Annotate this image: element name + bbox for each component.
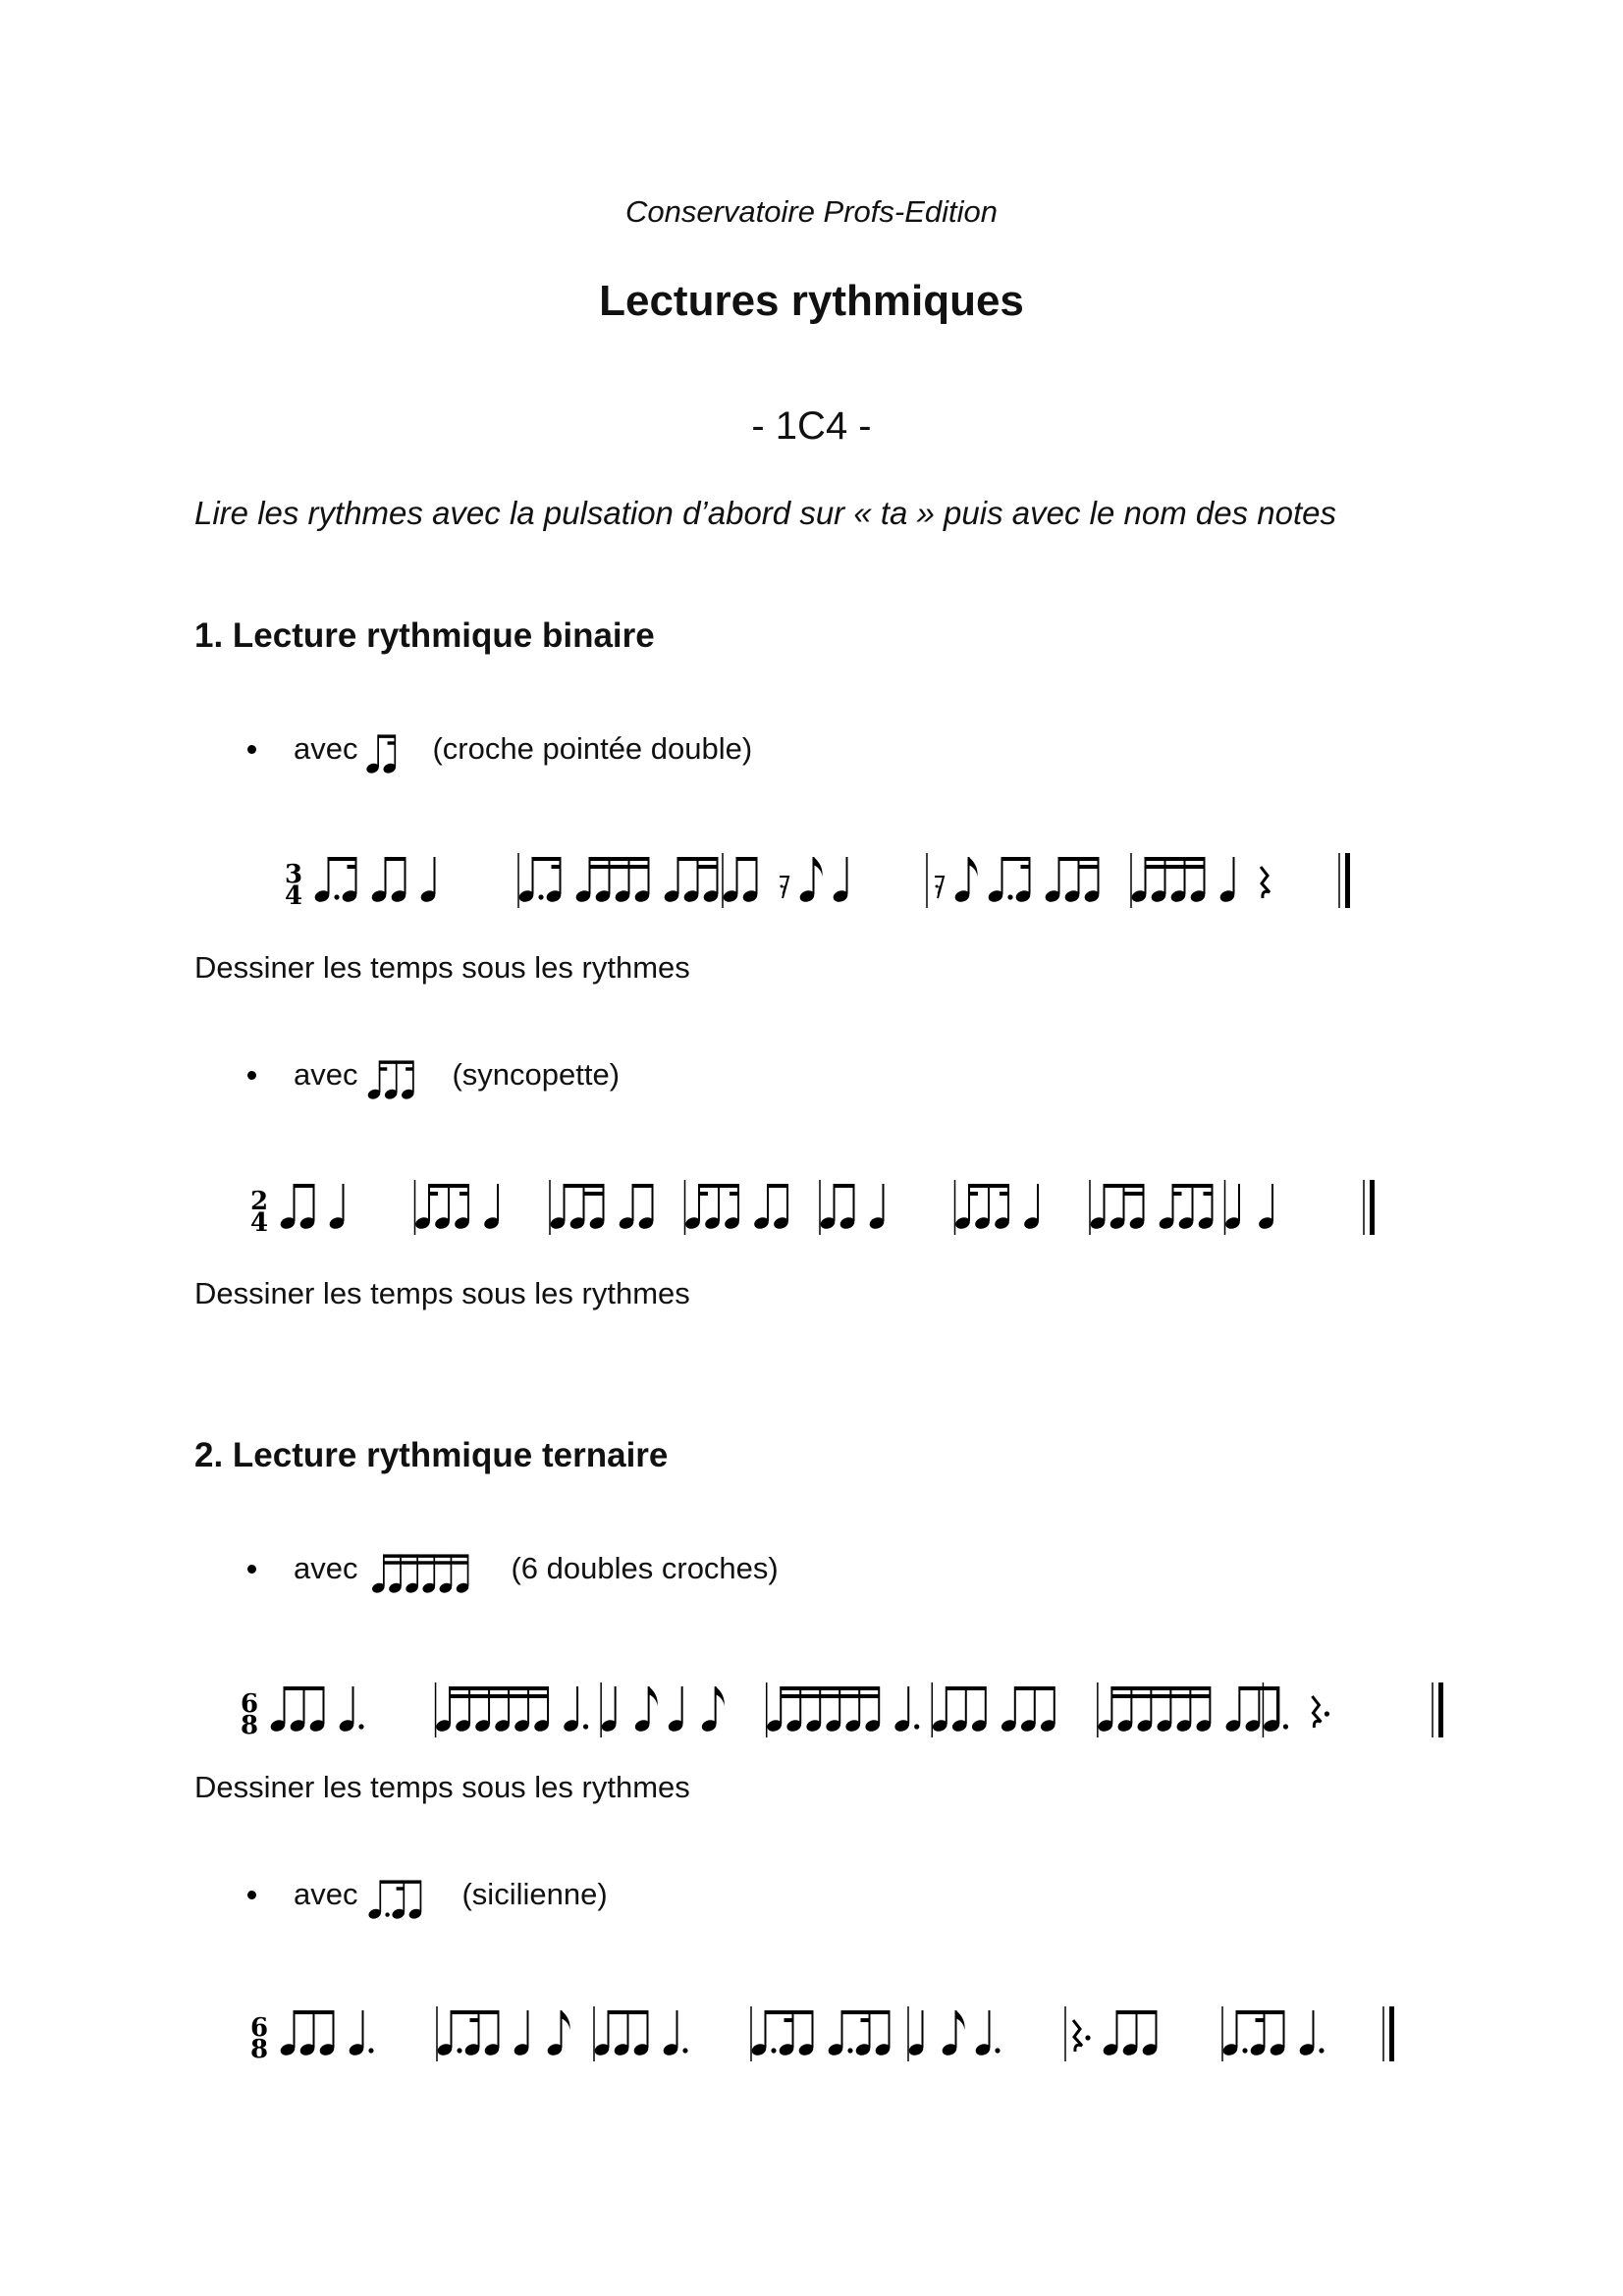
measure [279,1184,346,1231]
measure [1097,1686,1281,1734]
time-signature-denominator: 4 [250,1208,269,1238]
measure [600,1686,725,1734]
avec-label: avec [294,1877,358,1911]
bullet-icon [247,745,256,754]
rhythm-line-3 [241,1669,1448,1747]
bullet-sicilienne [247,1865,608,1924]
pattern-description: (croche pointée double) [432,731,753,766]
measure [1130,857,1270,904]
section-heading-binaire: 1. Lecture rythmique binaire [194,616,655,655]
avec-label: avec [294,731,358,766]
measure [1089,1184,1215,1231]
measure [435,1686,589,1734]
measure [279,2010,374,2057]
measure [935,857,1101,905]
measure [766,1686,920,1734]
pattern-description: (sicilienne) [461,1877,608,1911]
measure [1224,1184,1275,1231]
measure [593,2010,688,2057]
time-signature-denominator: 4 [285,881,303,911]
measure [1073,2010,1159,2057]
measure [931,1686,1056,1734]
measure [313,857,437,904]
avec-label: avec [294,1057,358,1092]
pattern-icon-sicilienne [363,1865,454,1924]
rhythm-line-2 [250,1166,1380,1245]
final-barline-thick [1370,1180,1375,1235]
pattern-notes [365,734,397,774]
time-signature-numerator: 6 [241,1689,259,1719]
instruction-text: Lire les rythmes avec la pulsation d’abord sur « ta » puis avec le nom des notes [194,495,1336,531]
section-heading-ternaire: 2. Lecture rythmique ternaire [194,1436,669,1474]
measure [722,857,849,905]
pattern-description: (syncopette) [452,1057,621,1092]
bullet-icon [247,1565,256,1574]
bullet-syncopette [247,1045,620,1104]
svg-text:𝄾: 𝄾 [935,876,942,905]
time-signature-numerator: 3 [285,860,303,889]
pattern-notes [368,1880,423,1920]
time-signature [250,1187,268,1238]
pattern-icon-syncopette [363,1045,444,1104]
bullet-icon [247,1891,256,1899]
document-code: - 1C4 - [751,404,872,448]
time-signature-denominator: 8 [250,2035,269,2064]
time-signature [250,2013,268,2064]
final-barline-thick [1389,2006,1394,2061]
measure [414,1184,501,1231]
svg-text:𝄾: 𝄾 [780,876,786,905]
time-signature [285,860,302,911]
header-text: Conservatoire Profs-Edition [624,194,999,229]
rhythm-line-4 [250,1993,1399,2071]
measure [549,1184,655,1231]
time-signature-numerator: 2 [250,1187,269,1216]
measure [269,1686,364,1734]
bullet-dotted-eighth [247,720,752,778]
measure [954,1184,1041,1231]
bullet-icon [247,1071,256,1080]
time-signature-denominator: 8 [241,1711,259,1740]
measure [436,2010,570,2057]
measure [517,857,720,904]
draw-beats-text: Dessiner les temps sous les rythmes [194,1770,690,1804]
pattern-description: (6 doubles croches) [511,1551,779,1585]
measure [684,1184,790,1231]
measure [750,2010,892,2057]
pattern-icon-dotted-eighth [363,720,424,778]
draw-beats-text: Dessiner les temps sous les rythmes [194,1276,690,1310]
avec-label: avec [294,1551,358,1585]
final-barline-thick [1345,853,1350,908]
measure [1262,1686,1329,1734]
pattern-notes [367,1060,416,1100]
time-signature [241,1689,258,1740]
bullet-six-sixteenths [247,1539,779,1598]
draw-beats-text: Dessiner les temps sous les rythmes [194,950,690,985]
measure [819,1184,886,1231]
pattern-icon-six-sixteenths [363,1539,503,1598]
measure [1221,2010,1325,2057]
pattern-notes [371,1554,470,1594]
measure [907,2010,1001,2057]
page-title: Lectures rythmiques [599,277,1024,325]
rhythm-line-1 [285,839,1355,918]
time-signature-numerator: 6 [250,2013,269,2043]
final-barline-thick [1438,1682,1443,1737]
